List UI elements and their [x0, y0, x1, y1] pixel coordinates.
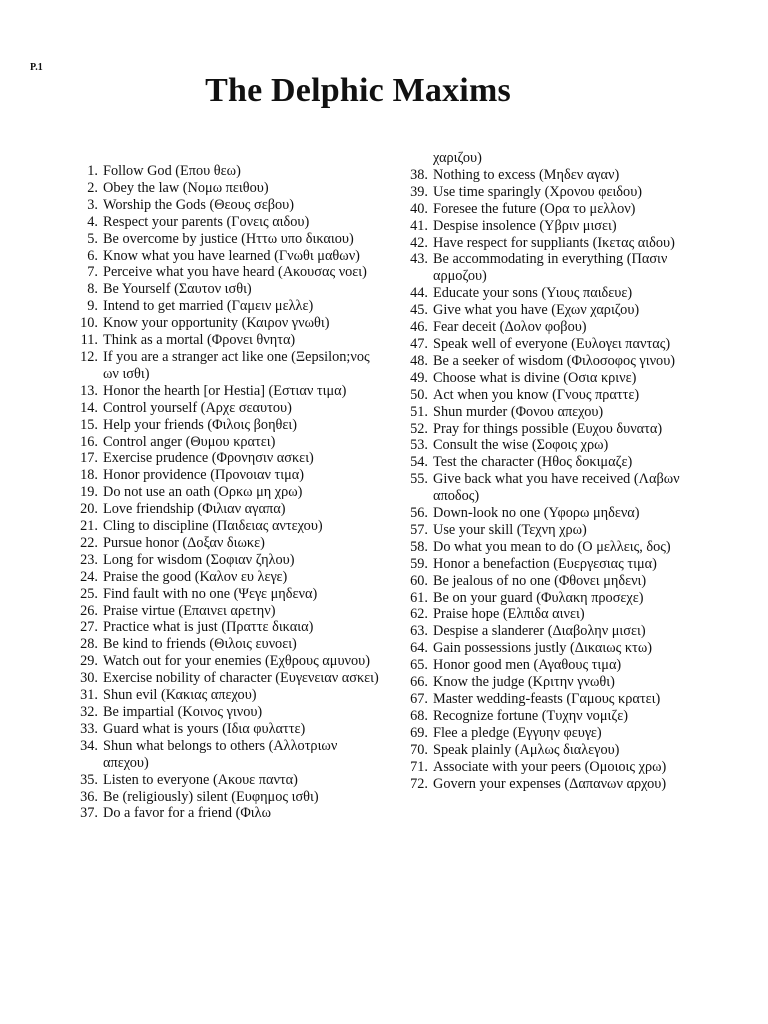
maxim-number: 54. — [410, 454, 428, 471]
maxim-item — [398, 454, 718, 471]
maxim-number: 70. — [410, 741, 428, 758]
maxim-number: 4. — [87, 213, 98, 230]
maxim-item — [68, 653, 388, 670]
maxim-text: Nothing to excess (Μηδεν αγαν) — [433, 166, 620, 183]
maxim-text: Pray for things possible (Ευχου δυνατα) — [433, 420, 663, 437]
maxim-text: Flee a pledge (Εγγυην φευγε) — [433, 724, 602, 741]
maxim-text: Use time sparingly (Χρονου φειδου) — [433, 183, 643, 200]
maxim-number: 68. — [410, 707, 428, 724]
maxim-text: Be (religiously) silent (Ευφημος ισθι) — [103, 788, 319, 805]
maxim-number: 52. — [410, 420, 428, 437]
maxim-item — [68, 721, 388, 738]
maxim-item — [398, 421, 718, 438]
maxim-number: 47. — [410, 335, 428, 352]
maxim-number: 72. — [410, 775, 428, 792]
maxim-text: Know what you have learned (Γνωθι μαθων) — [103, 247, 360, 264]
maxim-text: Watch out for your enemies (Εχθρους αμυνου) — [103, 653, 370, 670]
maxim-item — [398, 302, 718, 319]
maxim-item — [398, 387, 718, 404]
maxim-number: 16. — [80, 433, 98, 450]
maxim-item — [398, 539, 718, 556]
maxim-item — [398, 522, 718, 539]
maxim-item — [68, 772, 388, 789]
maxim-text: Pursue honor (Δοξαν διωκε) — [103, 534, 265, 551]
maxim-text: Obey the law (Νομω πειθου) — [103, 179, 269, 196]
maxim-item — [398, 742, 718, 759]
maxim-text: Listen to everyone (Ακουε παντα) — [103, 771, 298, 788]
maxim-text: Use your skill (Τεχνη χρω) — [433, 521, 587, 538]
maxim-item — [68, 400, 388, 417]
maxim-item — [68, 586, 388, 603]
maxim-text: Be overcome by justice (Ηττω υπο δικαιου) — [103, 230, 354, 247]
maxim-text: Be a seeker of wisdom (Φιλοσοφος γινου) — [433, 352, 676, 369]
maxim-item — [68, 805, 388, 822]
maxim-number: 35. — [80, 771, 98, 788]
maxim-text: Honor a benefaction (Ευεργεσιας τιμα) — [433, 555, 657, 572]
maxim-item — [398, 725, 718, 742]
maxim-item — [68, 315, 388, 332]
maxim-text: Choose what is divine (Οσια κρινε) — [433, 369, 637, 386]
maxim-text: Intend to get married (Γαμειν μελλε) — [103, 298, 314, 315]
maxim-number: 32. — [80, 704, 98, 720]
maxim-item — [398, 657, 718, 674]
maxim-item — [398, 708, 718, 725]
maxim-text: Know your opportunity (Καιρον γνωθι) — [103, 315, 330, 332]
maxim-item — [398, 556, 718, 573]
maxim-item — [398, 590, 718, 607]
maxim-item — [398, 251, 718, 285]
maxim-item — [68, 248, 388, 265]
maxim-number: 49. — [410, 369, 428, 386]
maxim-item — [398, 573, 718, 590]
maxim-text: Cling to discipline (Παιδειας αντεχου) — [103, 518, 323, 535]
maxim-number: 44. — [410, 285, 428, 302]
maxim-number: 62. — [410, 606, 428, 623]
maxim-number: 59. — [410, 555, 428, 572]
maxim-item — [68, 180, 388, 197]
maxim-item — [68, 789, 388, 806]
maxim-number: 50. — [410, 386, 428, 403]
maxim-item — [68, 738, 388, 772]
maxim-number: 12. — [80, 348, 98, 365]
maxim-item — [398, 370, 718, 387]
maxim-number: 67. — [410, 691, 428, 707]
maxim-number: 11. — [80, 332, 98, 349]
maxim-number: 26. — [80, 602, 98, 619]
maxim-item — [398, 404, 718, 421]
maxim-text: Shun murder (Φονου απεχου) — [433, 403, 604, 420]
maxim-number: 27. — [80, 619, 98, 636]
maxim-text: Exercise nobility of character (Ευγενειαν ασκει) — [103, 670, 379, 687]
maxim-text: Have respect for suppliants (Ικετας αιδου) — [433, 234, 675, 251]
maxim-number: 31. — [80, 687, 98, 704]
maxim-number: 25. — [80, 585, 98, 602]
maxim-text: Follow God (Επου θεω) — [103, 163, 241, 179]
maxim-item — [68, 518, 388, 535]
maxim-text: Be kind to friends (Θιλοις ευνοει) — [103, 636, 297, 653]
page-title: The Delphic Maxims — [205, 72, 511, 109]
maxim-item — [68, 214, 388, 231]
maxim-number: 51. — [410, 403, 428, 420]
maxim-number: 19. — [80, 484, 98, 501]
maxim-number: 29. — [80, 653, 98, 670]
maxim-item — [398, 201, 718, 218]
maxim-item — [68, 332, 388, 349]
maxim-item — [68, 163, 388, 180]
maxim-item — [68, 197, 388, 214]
maxim-text: Be jealous of no one (Φθονει μηδενι) — [433, 572, 647, 589]
maxim-item — [68, 619, 388, 636]
maxim-item — [398, 285, 718, 302]
maxim-number: 13. — [80, 382, 98, 399]
maxim-text: Act when you know (Γνους πραττε) — [433, 386, 640, 403]
maxim-item — [68, 349, 388, 383]
maxim-text: Guard what is yours (Ιδια φυλαττε) — [103, 720, 306, 737]
maxim-text: Be on your guard (Φυλακη προσεχε) — [433, 589, 644, 606]
maxim-text: Do not use an oath (Ορκω μη χρω) — [103, 484, 303, 501]
maxim-item — [68, 450, 388, 467]
maxim-text: Praise virtue (Επαινει αρετην) — [103, 602, 276, 619]
maxim-text: Honor providence (Προνοιαν τιμα) — [103, 467, 305, 484]
maxim-text: Speak well of everyone (Ευλογει παντας) — [433, 335, 671, 352]
maxim-text: Shun what belongs to others (Αλλοτριων απεχου) — [103, 737, 338, 771]
maxim-item — [398, 319, 718, 336]
maxim-text: Think as a mortal (Φρονει θνητα) — [103, 332, 296, 349]
maxim-number: 17. — [80, 450, 98, 467]
maxim-text: Worship the Gods (Θεους σεβου) — [103, 196, 294, 213]
maxim-item — [398, 167, 718, 184]
maxim-item — [398, 776, 718, 793]
maxim-item — [68, 636, 388, 653]
maxim-number: 45. — [410, 302, 428, 319]
maxim-item — [68, 603, 388, 620]
maxim-number: 42. — [410, 234, 428, 251]
maxim-number: 18. — [80, 467, 98, 484]
maxim-number: 15. — [80, 416, 98, 433]
maxim-text: Help your friends (Φιλοις βοηθει) — [103, 416, 297, 433]
maxim-text: Honor good men (Αγαθους τιμα) — [433, 657, 622, 674]
maxim-number: 6. — [87, 247, 98, 264]
maxim-number: 1. — [87, 163, 98, 179]
maxim-item — [68, 417, 388, 434]
maxim-item — [68, 687, 388, 704]
maxim-number: 34. — [80, 737, 98, 754]
maxim-number: 21. — [80, 518, 98, 535]
maxim-number: 61. — [410, 589, 428, 606]
maxim-number: 48. — [410, 352, 428, 369]
maxim-item — [68, 484, 388, 501]
maxim-text: Practice what is just (Πραττε δικαια) — [103, 619, 314, 636]
maxim-text: Despise a slanderer (Διαβολην μισει) — [433, 623, 646, 640]
maxim-item — [398, 437, 718, 454]
maxim-text: Know the judge (Κριτην γνωθι) — [433, 674, 615, 691]
maxim-text: Despise insolence (Υβριν μισει) — [433, 217, 617, 234]
maxim-number: 10. — [80, 315, 98, 332]
maxim-number: 28. — [80, 636, 98, 653]
maxim-item — [398, 623, 718, 640]
maxim-number: 69. — [410, 724, 428, 741]
maxim-number: 7. — [87, 264, 98, 281]
maxim-number: 37. — [80, 805, 98, 822]
maxim-text: Recognize fortune (Τυχην νομιζε) — [433, 707, 629, 724]
maxim-item — [398, 471, 718, 505]
maxim-text: Find fault with no one (Ψεγε μηδενα) — [103, 585, 318, 602]
maxim-number: 23. — [80, 551, 98, 568]
maxim-text: If you are a stranger act like one (Ξepsilon;νος ων ισθι) — [103, 348, 370, 382]
maxim-number: 22. — [80, 534, 98, 551]
maxim-item — [398, 184, 718, 201]
maxim-item — [398, 218, 718, 235]
maxim-item — [68, 467, 388, 484]
maxim-number: 64. — [410, 640, 428, 657]
maxim-item — [398, 759, 718, 776]
maxim-text: Down-look no one (Υφορω μηδενα) — [433, 505, 640, 522]
maxim-number: 63. — [410, 623, 428, 640]
maxim-item — [68, 298, 388, 315]
continuation-text: χαριζου) — [433, 150, 482, 166]
maxim-text: Give what you have (Εχων χαριζου) — [433, 302, 640, 319]
maxim-number: 30. — [80, 670, 98, 687]
maxim-number: 39. — [410, 183, 428, 200]
maxim-text: Do a favor for a friend (Φιλω — [103, 805, 271, 822]
maxim-text: Do what you mean to do (Ο μελλεις, δος) — [433, 538, 671, 555]
maxim-text: Be Yourself (Σαυτον ισθι) — [103, 281, 252, 298]
maxim-number: 14. — [80, 399, 98, 416]
maxim-item — [68, 569, 388, 586]
maxim-item — [68, 670, 388, 687]
maxim-number: 43. — [410, 251, 428, 268]
maxim-number: 9. — [87, 298, 98, 315]
maxim-number: 3. — [87, 196, 98, 213]
maxim-text: Give back what you have received (Λαβων αποδος) — [433, 471, 680, 505]
maxim-text: Long for wisdom (Σοφιαν ζηλου) — [103, 551, 295, 568]
maxim-text: Be impartial (Κοινος γινου) — [103, 704, 263, 720]
maxim-text: Test the character (Ηθος δοκιμαζε) — [433, 454, 633, 471]
maxim-text: Gain possessions justly (Δικαιως κτω) — [433, 640, 653, 657]
maxim-item — [68, 434, 388, 451]
maxim-item — [398, 505, 718, 522]
maxim-number: 56. — [410, 505, 428, 522]
maxim-item — [398, 336, 718, 353]
maxim-text: Speak plainly (Αμλως διαλεγου) — [433, 741, 620, 758]
maxim-number: 58. — [410, 538, 428, 555]
maxim-text: Associate with your peers (Ομοιοις χρω) — [433, 758, 667, 775]
maxim-text: Control yourself (Αρχε σεαυτου) — [103, 399, 292, 416]
maxim-item — [68, 264, 388, 281]
maxim-text: Perceive what you have heard (Ακουσας νοει) — [103, 264, 367, 281]
maxim-item — [398, 235, 718, 252]
maxim-text: Consult the wise (Σοφοις χρω) — [433, 437, 609, 454]
maxim-number: 8. — [87, 281, 98, 298]
maxim-item — [398, 353, 718, 370]
maxim-text: Love friendship (Φιλιαν αγαπα) — [103, 501, 286, 518]
maxim-number: 46. — [410, 319, 428, 336]
maxim-number: 5. — [87, 230, 98, 247]
maxim-number: 2. — [87, 179, 98, 196]
maxim-item — [398, 640, 718, 657]
maxim-text: Fear deceit (Δολον φοβου) — [433, 319, 587, 336]
maxim-number: 33. — [80, 720, 98, 737]
maxim-item — [68, 231, 388, 248]
maxim-text: Exercise prudence (Φρονησιν ασκει) — [103, 450, 314, 467]
maxim-number: 41. — [410, 217, 428, 234]
maxim-number: 57. — [410, 521, 428, 538]
maxim-text: Govern your expenses (Δαπανων αρχου) — [433, 775, 667, 792]
maxims-right-column — [398, 150, 718, 792]
maxim-number: 24. — [80, 568, 98, 585]
maxim-number: 55. — [410, 471, 428, 488]
maxim-number: 36. — [80, 788, 98, 805]
maxim-item — [68, 501, 388, 518]
maxims-left-column — [68, 163, 388, 822]
maxim-item — [68, 704, 388, 721]
maxim-number: 71. — [410, 758, 428, 775]
maxim-number: 60. — [410, 572, 428, 589]
maxim-item — [68, 535, 388, 552]
maxim-text: Praise the good (Καλον ευ λεγε) — [103, 568, 288, 585]
maxim-item — [398, 691, 718, 708]
maxim-number: 20. — [80, 501, 98, 518]
maxim-text: Shun evil (Κακιας απεχου) — [103, 687, 257, 704]
maxim-item — [398, 674, 718, 691]
maxim-number: 38. — [410, 166, 428, 183]
maxim-item — [68, 383, 388, 400]
page-number: P.1 — [30, 62, 43, 73]
maxim-number: 53. — [410, 437, 428, 454]
maxim-number: 65. — [410, 657, 428, 674]
maxim-text: Be accommodating in everything (Πασιν αρμοζου) — [433, 251, 668, 285]
maxim-number: 40. — [410, 200, 428, 217]
maxim-text: Honor the hearth [or Hestia] (Εστιαν τιμα) — [103, 382, 347, 399]
maxim-item — [398, 606, 718, 623]
maxim-number: 66. — [410, 674, 428, 691]
maxim-text: Foresee the future (Ορα το μελλον) — [433, 200, 636, 217]
maxim-text: Educate your sons (Υιους παιδευε) — [433, 285, 633, 302]
maxim-text: Respect your parents (Γονεις αιδου) — [103, 213, 310, 230]
maxim-text: Praise hope (Ελπιδα αινει) — [433, 606, 585, 623]
maxim-item — [68, 552, 388, 569]
maxim-text: Master wedding-feasts (Γαμους κρατει) — [433, 691, 661, 707]
maxim-item — [68, 281, 388, 298]
maxim-text: Control anger (Θυμου κρατει) — [103, 433, 276, 450]
